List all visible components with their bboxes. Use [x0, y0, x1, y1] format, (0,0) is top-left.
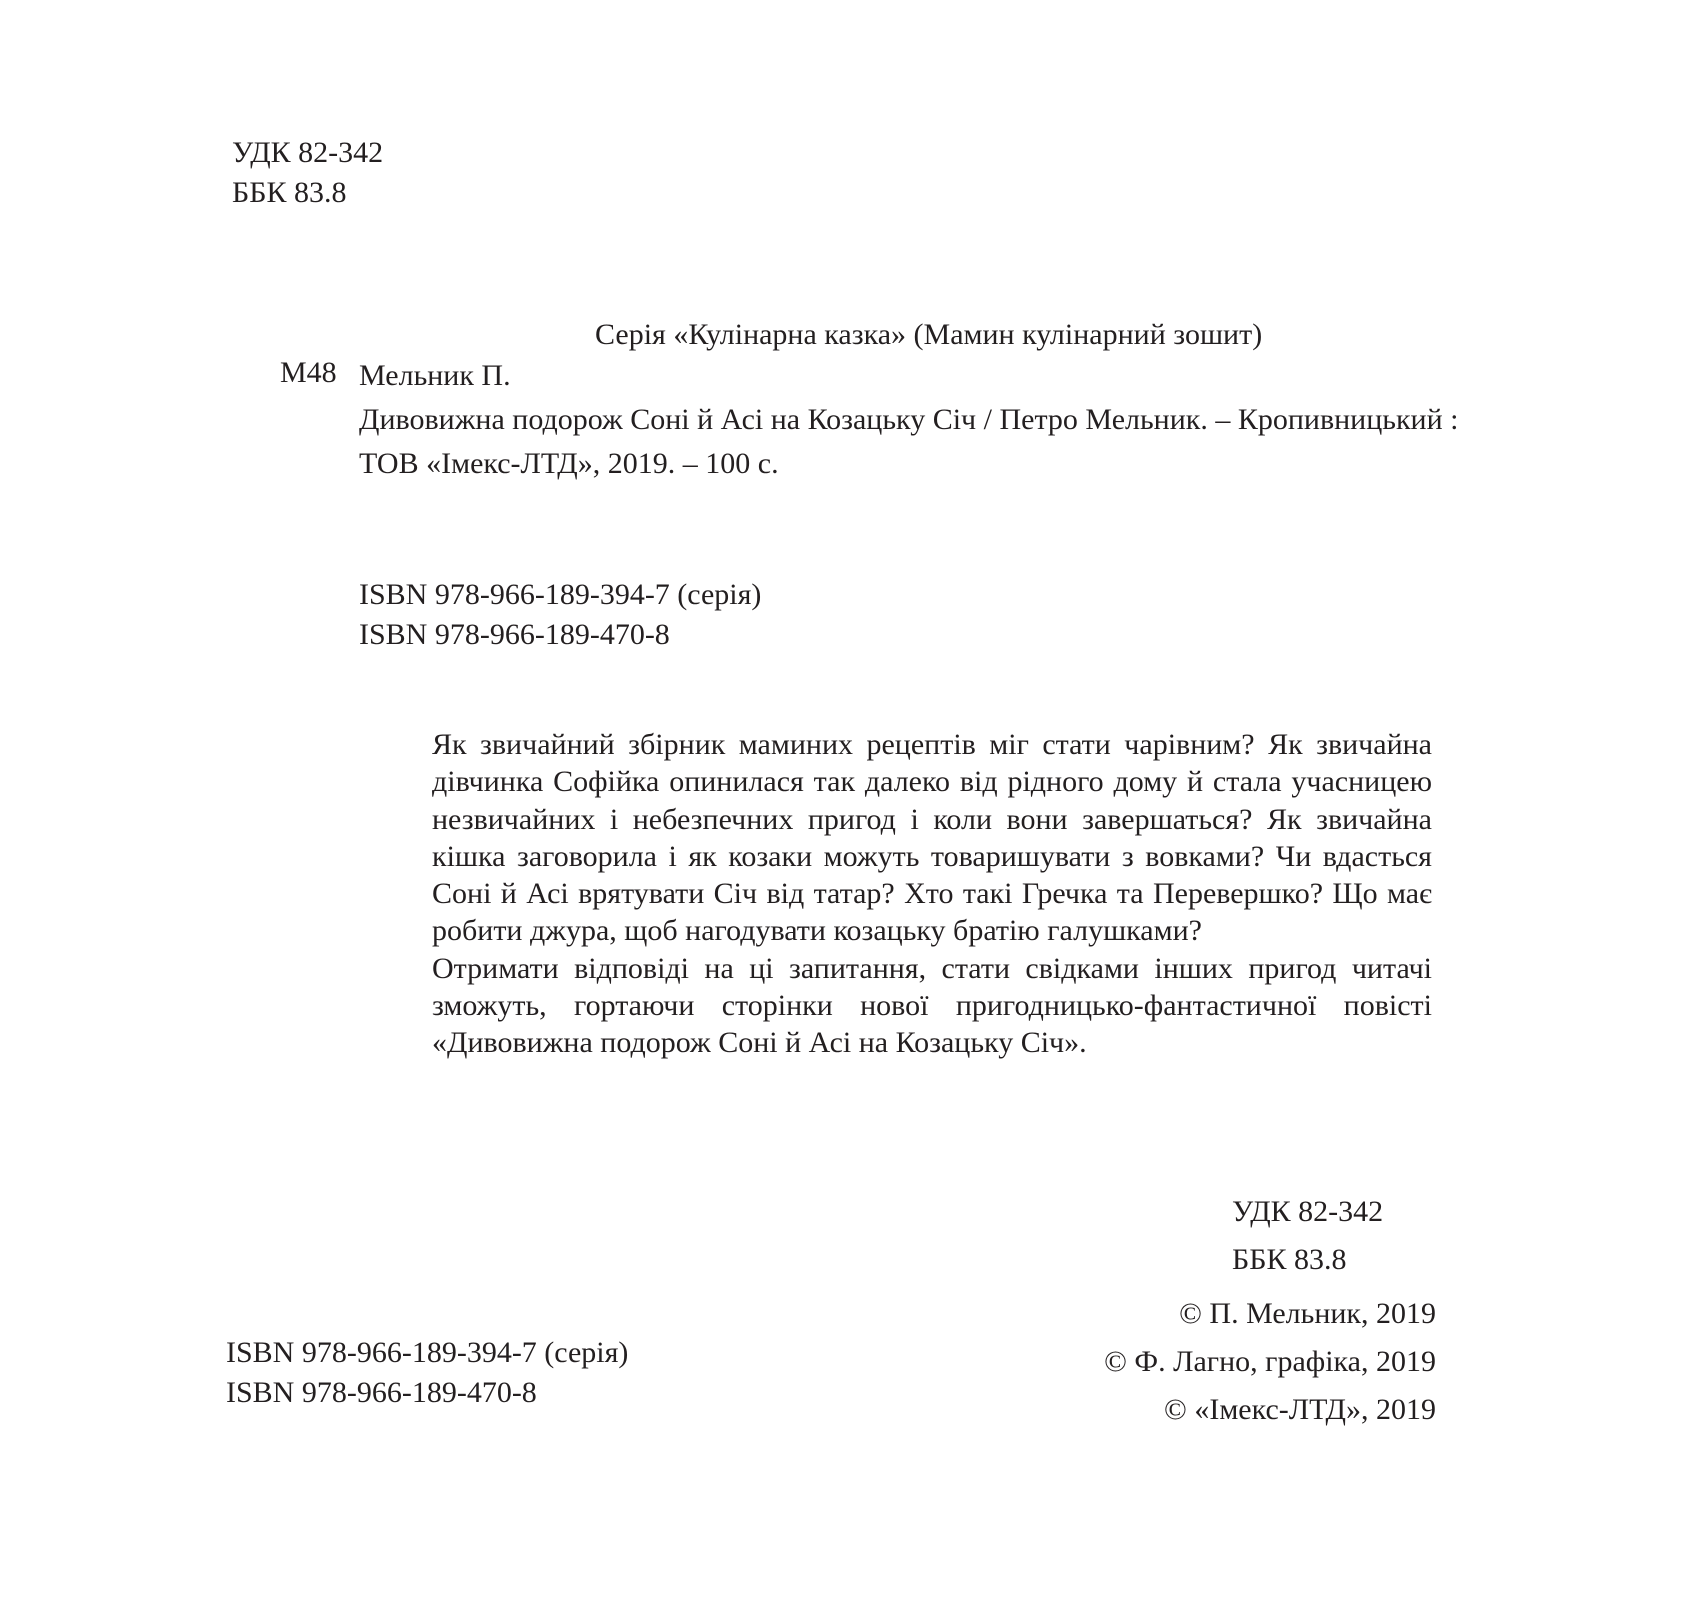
- annotation: [432, 726, 1432, 1062]
- author-name: Мельник П.: [359, 359, 511, 392]
- annotation-paragraph: Отримати відповіді на ці запитання, стати свідками інших пригод читачі зможуть, гортаючи сторінки нової пригодницько-фантастичної повісті «Дивовижна подорож Соні й Асі на Козацьку Січ».: [432, 951, 1432, 1060]
- bbk-code: ББК 83.8: [232, 176, 347, 209]
- copyright-publisher: © «Імекс-ЛТД», 2019: [1164, 1393, 1436, 1426]
- publisher-line: ТОВ «Імекс-ЛТД», 2019. – 100 с.: [359, 447, 779, 480]
- isbn-record: [359, 575, 761, 655]
- top-classification-codes: [232, 133, 383, 213]
- bottom-isbn-record: [226, 1333, 628, 1413]
- author-sign: М48: [280, 356, 337, 389]
- annotation-paragraph: Як звичайний збірник маминих рецептів міг стати чарівним? Як звичайна дівчинка Софійка опинилася так далеко від рідного дому й стала учасницею незвичайних і небезпечних пригод і коли вони завершаться? Як звичайна кішка заговорила і як козаки можуть товаришувати з вовками? Чи вдасться Соні й Асі врятувати Січ від татар? Хто такі Гречка та Перевершко? Що має робити джура, щоб нагодувати козацьку братію галушками?: [432, 728, 1432, 948]
- bbk-code: ББК 83.8: [1232, 1243, 1347, 1276]
- book-title-line: Дивовижна подорож Соні й Асі на Козацьку Січ / Петро Мельник. – Кропивницький :: [359, 403, 1459, 436]
- udk-code: УДК 82-342: [1232, 1195, 1384, 1228]
- bibliographic-record: [359, 354, 1459, 486]
- book-isbn: ISBN 978-966-189-470-8: [226, 1376, 537, 1409]
- bottom-classification-codes: [1232, 1188, 1383, 1284]
- copyright-graphics: © Ф. Лагно, графіка, 2019: [1104, 1345, 1436, 1378]
- series-isbn: ISBN 978-966-189-394-7 (серія): [226, 1336, 629, 1369]
- series-isbn: ISBN 978-966-189-394-7 (серія): [359, 578, 762, 611]
- udk-code: УДК 82-342: [232, 136, 384, 169]
- book-isbn: ISBN 978-966-189-470-8: [359, 618, 670, 651]
- series-title: Серія «Кулінарна казка» (Мамин кулінарний зошит): [595, 318, 1263, 351]
- copyright-notices: [1080, 1290, 1436, 1434]
- copyright-author: © П. Мельник, 2019: [1179, 1297, 1436, 1330]
